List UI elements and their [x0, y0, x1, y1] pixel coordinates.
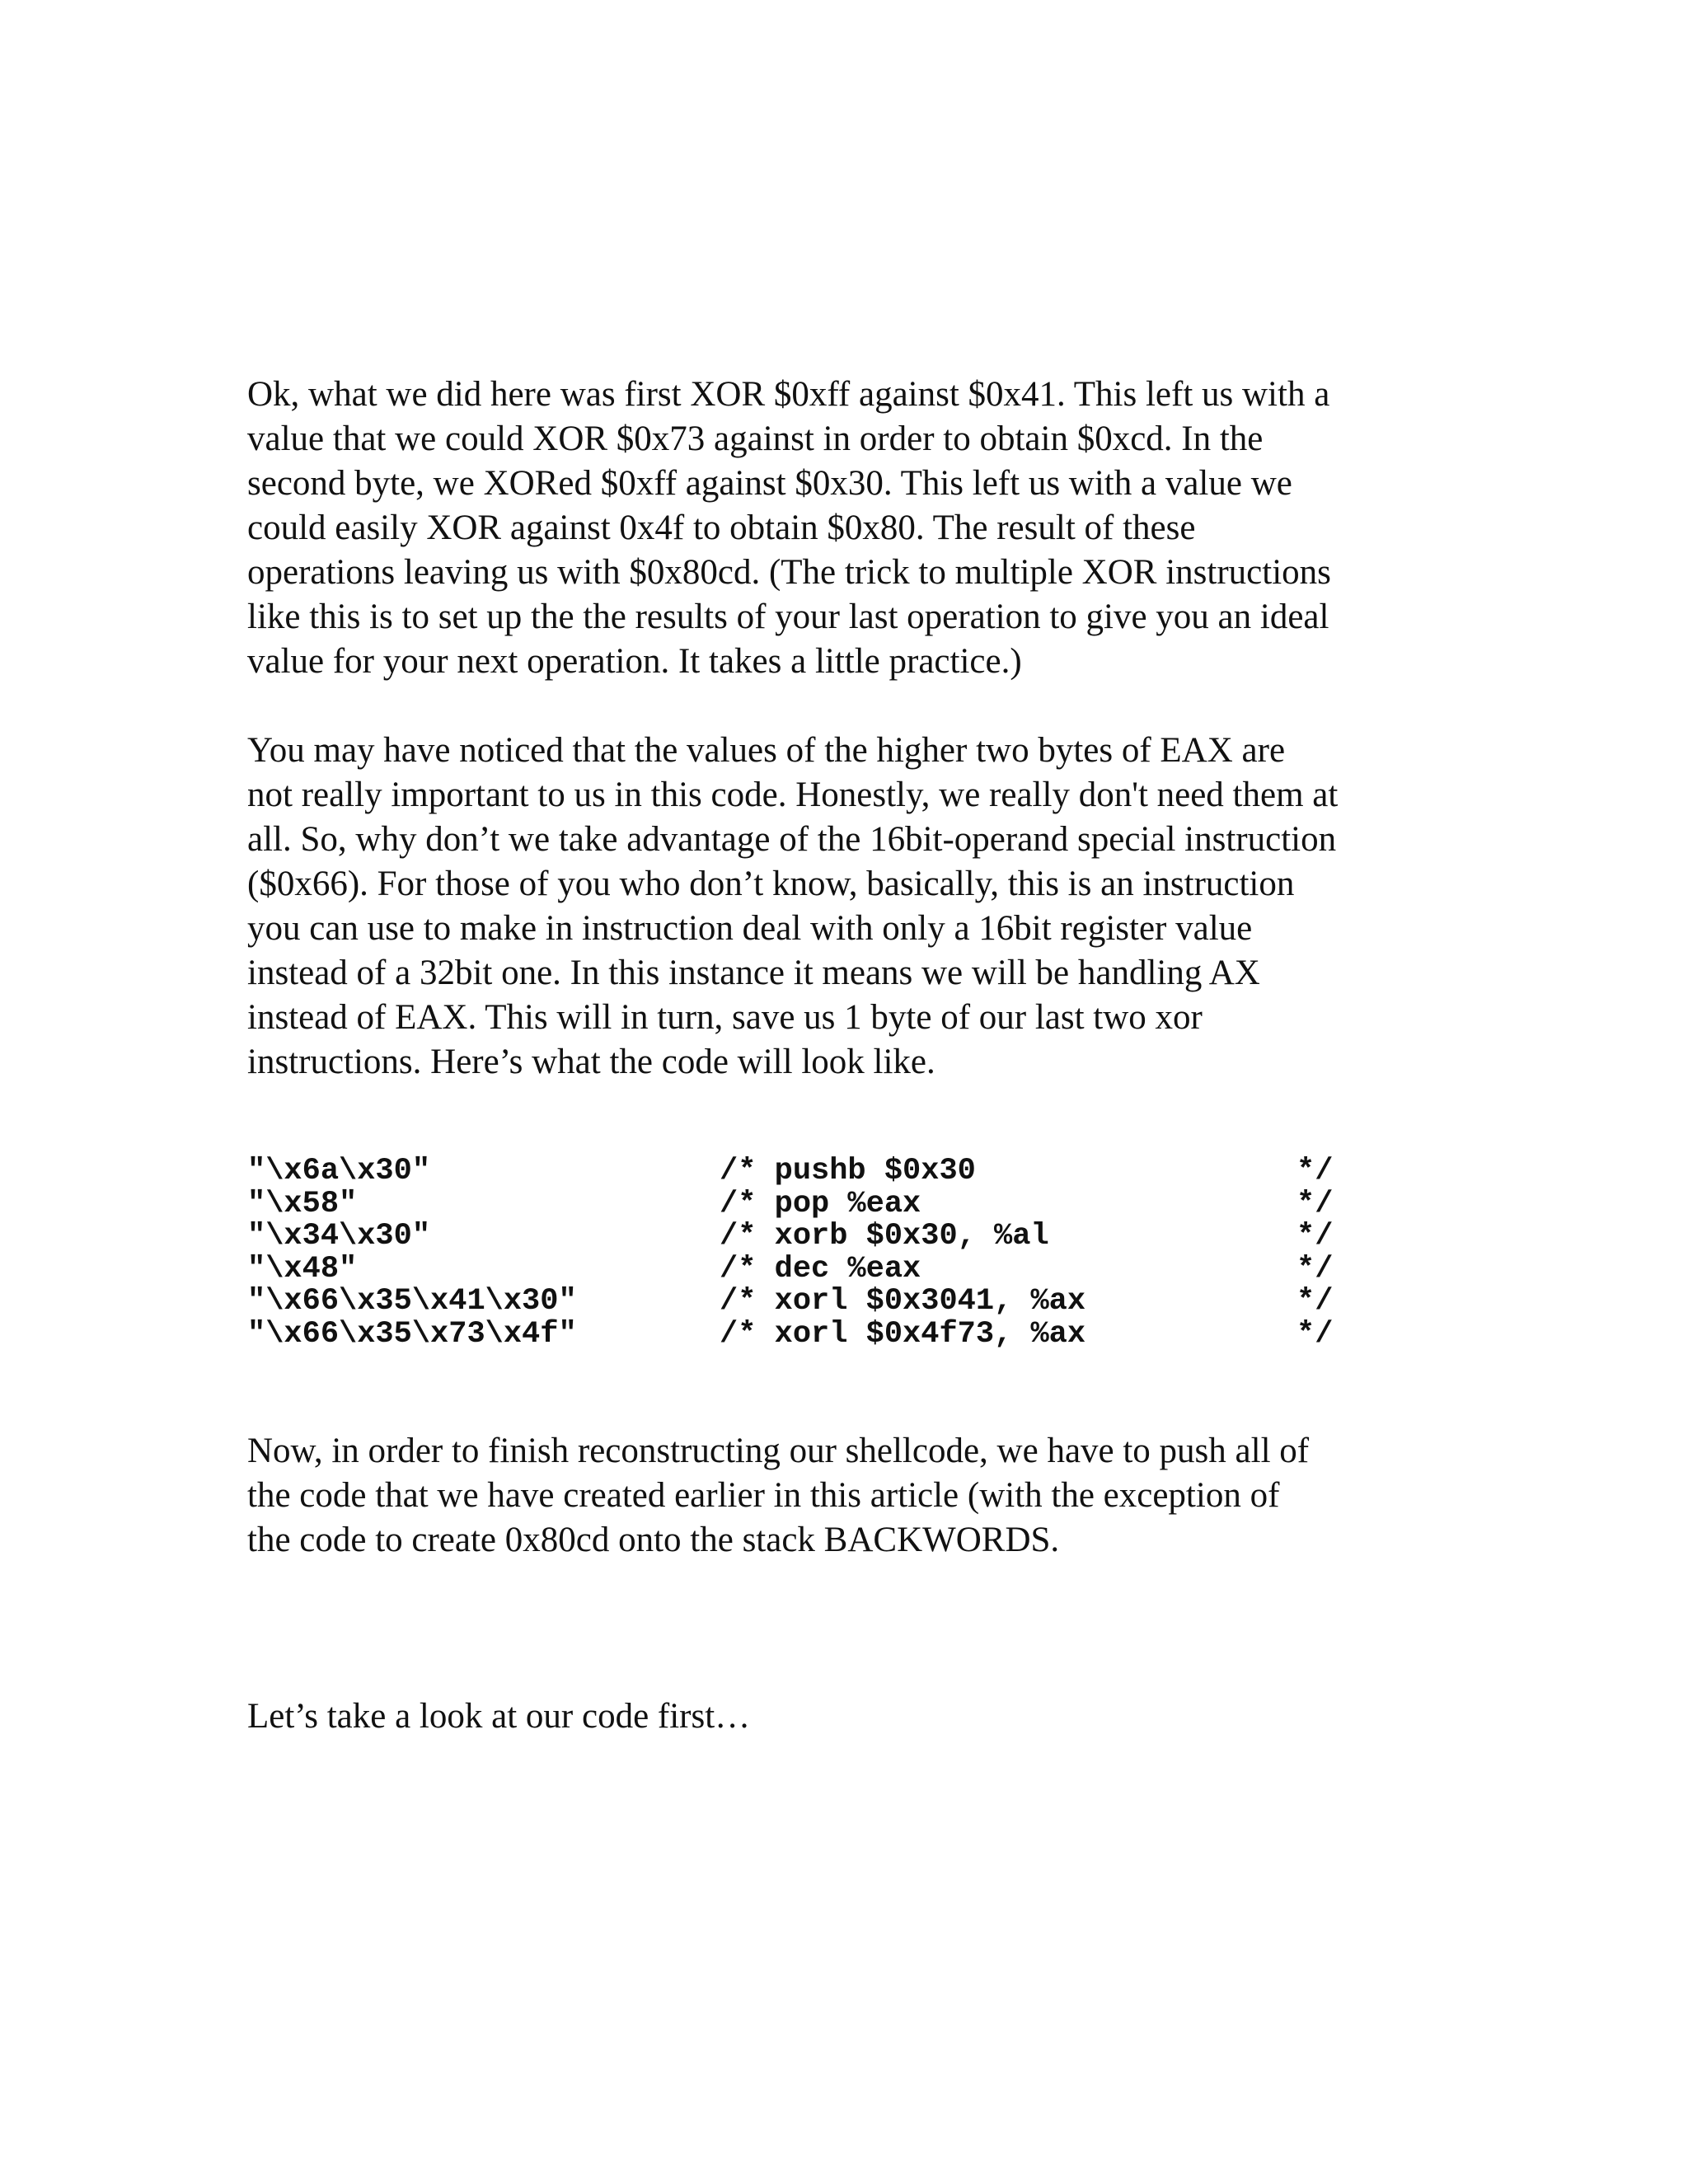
text-line: not really important to us in this code. Honestly, we really don't need them at — [247, 776, 1339, 814]
text-line: all. So, why don’t we take advantage of the 16bit-operand special instruction — [247, 820, 1337, 859]
text-line: You may have noticed that the values of the higher two bytes of EAX are — [247, 731, 1286, 770]
code-comment-end: */ — [1296, 1219, 1334, 1254]
code-line — [247, 1221, 1401, 1254]
code-bytes: "\x6a\x30" — [247, 1154, 431, 1188]
text-line: could easily XOR against 0x4f to obtain $0x80. The result of these — [247, 509, 1196, 547]
text-line: you can use to make in instruction deal with only a 16bit register value — [247, 909, 1253, 948]
text-line: Ok, what we did here was first XOR $0xff against $0x41. This left us with a — [247, 375, 1330, 414]
paragraph-xor-explanation — [247, 373, 1467, 684]
code-bytes: "\x66\x35\x41\x30" — [247, 1284, 577, 1319]
text-line: like this is to set up the the results of your last operation to give you an ideal — [247, 598, 1329, 636]
text-line: the code to create 0x80cd onto the stack BACKWORDS. — [247, 1521, 1060, 1559]
paragraph-look-at-code — [247, 1694, 1467, 1739]
text-line: value for your next operation. It takes a little practice.) — [247, 642, 1022, 681]
code-comment-end: */ — [1296, 1284, 1334, 1319]
code-comment: /* dec %eax — [720, 1251, 921, 1286]
code-comment-end: */ — [1296, 1154, 1334, 1188]
text-line: instead of EAX. This will in turn, save us 1 byte of our last two xor — [247, 998, 1203, 1037]
code-line — [247, 1251, 1401, 1286]
code-line — [247, 1155, 1401, 1188]
text-line: value that we could XOR $0x73 against in order to obtain $0xcd. In the — [247, 419, 1264, 458]
text-line: ($0x66). For those of you who don’t know, basically, this is an instruction — [247, 865, 1295, 903]
code-comment-end: */ — [1296, 1251, 1334, 1286]
text-line: the code that we have created earlier in this article (with the exception of — [247, 1476, 1280, 1515]
code-comment: /* pop %eax — [720, 1186, 921, 1221]
code-comment-end: */ — [1296, 1186, 1334, 1221]
code-bytes: "\x48" — [247, 1251, 358, 1286]
code-line — [247, 1286, 1401, 1319]
code-bytes: "\x66\x35\x73\x4f" — [247, 1316, 577, 1352]
code-bytes: "\x34\x30" — [247, 1219, 431, 1254]
code-comment: /* pushb $0x30 — [720, 1154, 976, 1188]
code-comment: /* xorb $0x30, %al — [720, 1219, 1049, 1254]
paragraph-reconstruct — [247, 1429, 1467, 1563]
text-line: instructions. Here’s what the code will look like. — [247, 1043, 935, 1081]
paragraph-16bit-operand — [247, 729, 1467, 1085]
code-line — [247, 1316, 1401, 1352]
code-block — [247, 1155, 1401, 1351]
text-line: instead of a 32bit one. In this instance it means we will be handling AX — [247, 954, 1260, 992]
code-comment-end: */ — [1296, 1316, 1334, 1352]
code-line — [247, 1188, 1401, 1221]
text-line: Let’s take a look at our code first… — [247, 1697, 751, 1736]
text-line: operations leaving us with $0x80cd. (The trick to multiple XOR instructions — [247, 553, 1331, 592]
code-bytes: "\x58" — [247, 1186, 358, 1221]
code-comment: /* xorl $0x3041, %ax — [720, 1284, 1086, 1319]
text-line: second byte, we XORed $0xff against $0x30. This left us with a value we — [247, 464, 1292, 503]
text-line: Now, in order to finish reconstructing our shellcode, we have to push all of — [247, 1432, 1310, 1470]
code-comment: /* xorl $0x4f73, %ax — [720, 1316, 1086, 1352]
